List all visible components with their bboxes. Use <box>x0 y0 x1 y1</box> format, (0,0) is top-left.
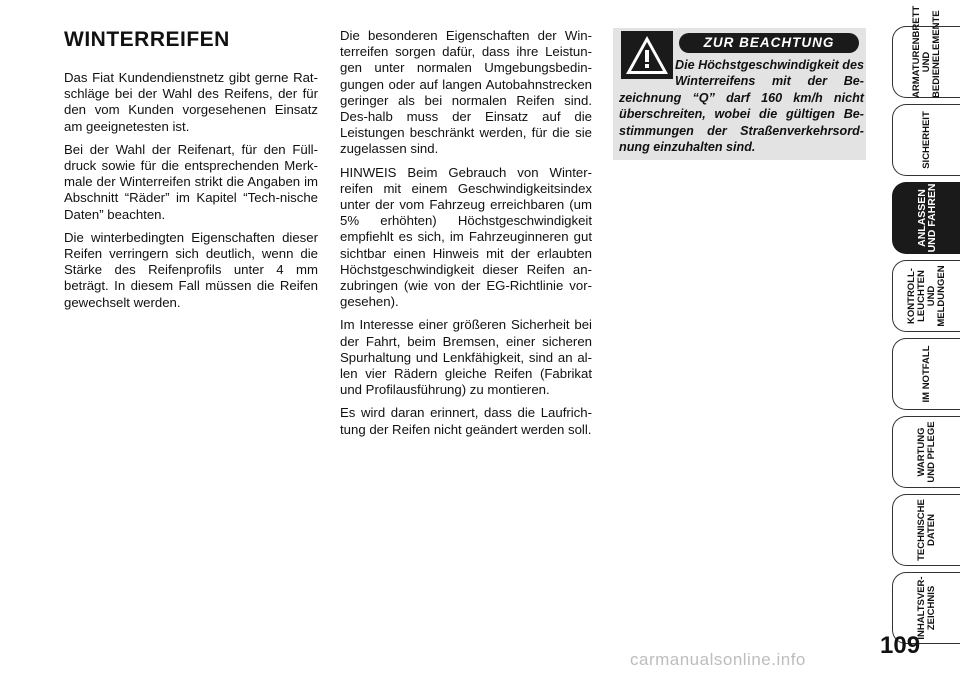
warning-text: Die Höchstgeschwindigkeit des Winterreifens mit der Be-zeichnung “Q” darf 160 km/h nicht überschreiten, wobei die gültigen Be-stimmungen der Straßenverkehrsord-nung einzuhalten sind. <box>619 58 864 155</box>
paragraph: Die winterbedingten Eigenschaften dieser Reifen verringern sich deutlich, wenn die Stärke des Reifenprofils unter 4 mm beträgt. In diesem Fall müssen die Reifen gewechselt werden. <box>64 229 318 310</box>
tab-wartung-und-pflege[interactable]: WARTUNG UND PFLEGE <box>892 416 960 488</box>
tab-sicherheit[interactable]: SICHERHEIT <box>892 104 960 176</box>
tab-technische-daten[interactable]: TECHNISCHE DATEN <box>892 494 960 566</box>
tab-kontrollleuchten[interactable]: KONTROLL- LEUCHTEN UND MELDUNGEN <box>892 260 960 332</box>
paragraph: Im Interesse einer größeren Sicherheit bei der Fahrt, beim Bremsen, einer sicheren Spurhaltung und Lenkfähigkeit, sind an al-len vier Rädern gleiche Reifen (Fabrikat und Profilausführung) zu montieren. <box>340 317 592 398</box>
tab-anlassen-und-fahren[interactable]: ANLASSEN UND FAHREN <box>892 182 960 254</box>
tab-inhaltsverzeichnis[interactable]: INHALTSVER- ZEICHNIS <box>892 572 960 644</box>
tab-armaturenbrett[interactable]: ARMATURENBRETT UND BEDIENELEMENTE <box>892 26 960 98</box>
paragraph: HINWEIS Beim Gebrauch von Winter-reifen mit einem Geschwindigkeitsindex unter der vom Fahrzeug erreichbaren (um 5% erhöhten) Höchstgeschwindigkeit empfiehlt es sich, im Fahrzeuginneren gut sichtbar einen Hinweis mit der erlaubten Höchstgeschwindigkeit dieser Reifen an-zubringen (wie von der EG-Richtlinie vor-gesehen). <box>340 164 592 310</box>
text-column-middle <box>340 28 592 445</box>
tab-im-notfall[interactable]: IM NOTFALL <box>892 338 960 410</box>
paragraph: Bei der Wahl der Reifenart, für den Füll-druck sowie für die entsprechenden Merk-male der Winterreifen strikt die Angaben im Abschnitt “Räder” im Kapitel “Tech-nische Daten” beachten. <box>64 141 318 222</box>
paragraph: Die besonderen Eigenschaften der Win-terreifen sorgen dafür, dass ihre Leistun-gen unter normalen Umgebungsbedin-gungen oder auf langen Autobahnstrecken geringer als bei normalen Reifen sind. Des-halb muss der Einsatz auf die Leistungen beschränkt werden, für die sie zugelassen sind. <box>340 28 592 157</box>
watermark: carmanualsonline.info <box>630 650 806 669</box>
warning-header: ZUR BEACHTUNG <box>679 33 859 53</box>
paragraph: Es wird daran erinnert, dass die Laufrich-tung der Reifen nicht geändert werden soll. <box>340 405 592 437</box>
text-column-left <box>64 70 318 318</box>
page-title: WINTERREIFEN <box>64 28 230 51</box>
paragraph: Das Fiat Kundendienstnetz gibt gerne Rat-schläge bei der Wahl des Reifens, der für den vom Kunden vorgesehenen Einsatz am geeignetesten ist. <box>64 70 318 134</box>
chapter-tabs <box>892 5 960 646</box>
page-number: 109 <box>880 632 921 659</box>
warning-box <box>613 28 866 160</box>
